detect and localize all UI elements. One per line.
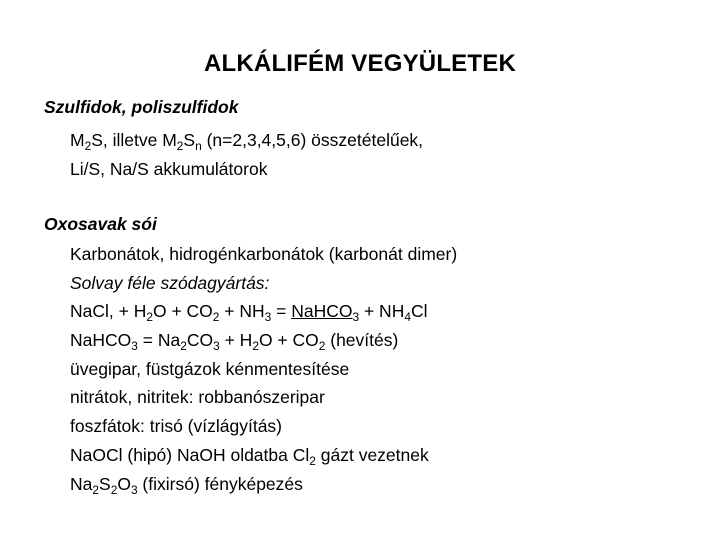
section-heading-sulfides: Szulfidok, poliszulfidok: [44, 97, 239, 117]
sulfide-formula-line: $M_2S$, illetve $M_2S_n$ (n=2,3,4,5,6) összetételűek,: [70, 130, 424, 153]
carbonates-line: Karbonátok, hidrogénkarbonátok (karbonát dimer): [70, 244, 458, 264]
glass-industry-line: üvegipar, füstgázok kénmentesítése: [70, 359, 350, 379]
battery-line: Li/S, Na/S akkumulátorok: [70, 159, 268, 179]
slide-title: ALKÁLIFÉM VEGYÜLETEK: [203, 50, 516, 77]
hypochlorite-line: NaOCl (hipó) NaOH oldatba $Cl_2$ gázt vezetnek: [70, 445, 429, 468]
thiosulfate-line: $Na_2S_2O_3$ (fixirsó) fényképezés: [70, 474, 303, 497]
phosphates-line: foszfátok: trisó (vízlágyítás): [70, 416, 283, 436]
calcination-equation: NaHCO$_3$ = $Na_2CO_3 + H_2O + CO_2$ (hevítés): [70, 330, 399, 353]
solvay-line: Solvay féle szódagyártás:: [70, 273, 270, 293]
section-heading-oxoacid-salts: Oxosavak sói: [44, 214, 157, 234]
solvay-equation: NaCl, + $H_2O + CO_2 + NH_3$ = NaHCO$_3$ + $NH_4Cl$: [70, 301, 428, 324]
nitrates-line: nitrátok, nitritek: robbanószeripar: [70, 387, 325, 407]
